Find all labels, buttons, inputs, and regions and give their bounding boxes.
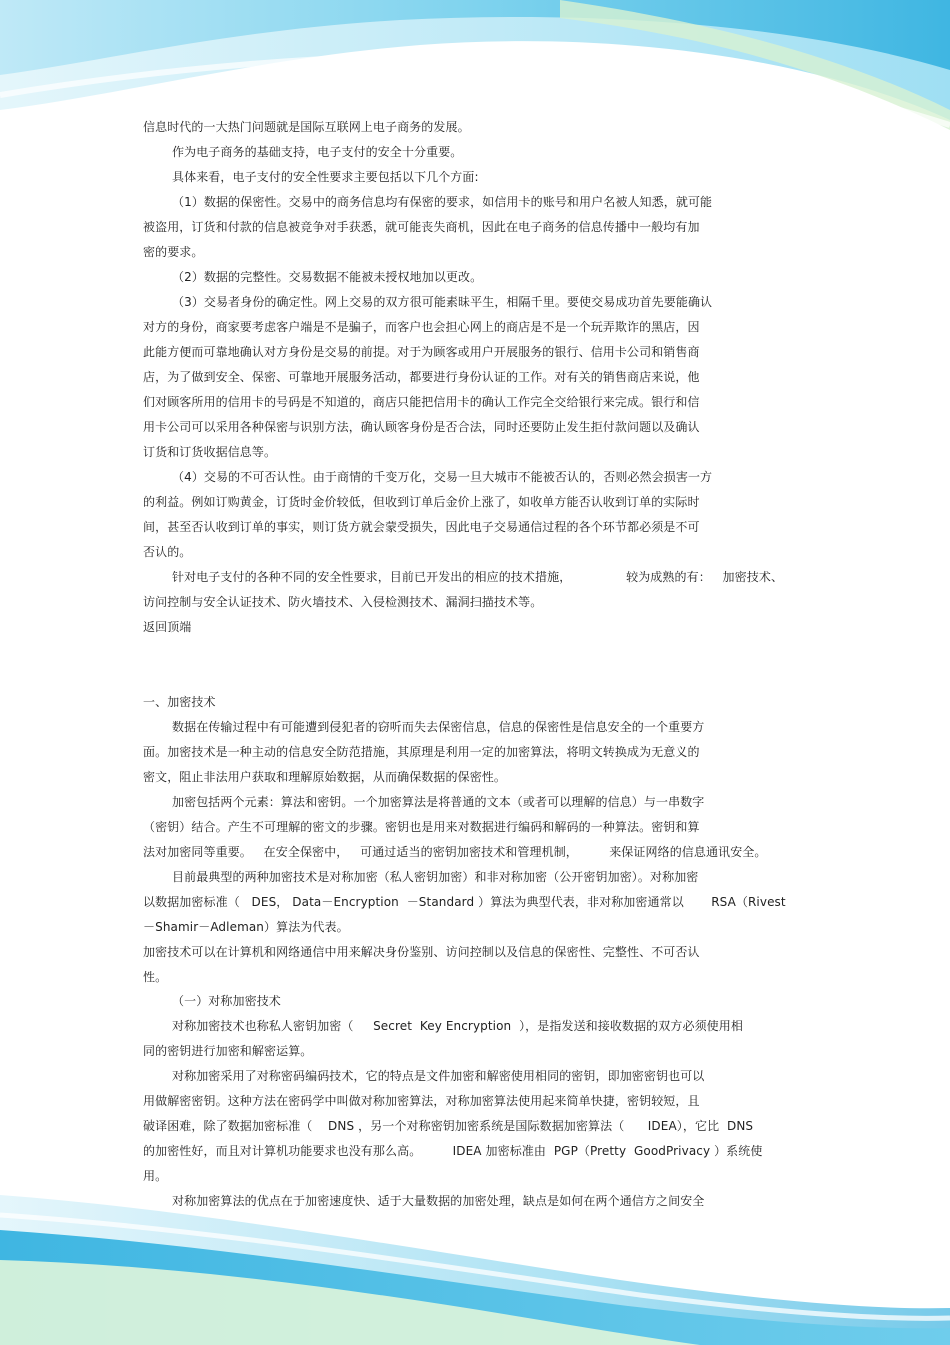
text-line: 的加密性好，而且对计算机功能要求也没有那么高。 IDEA 加密标准由 PGP（Pretty GoodPrivacy ）系统使	[143, 1144, 763, 1158]
text-line: 具体来看，电子支付的安全性要求主要包括以下几个方面:	[172, 170, 479, 184]
text-line: 用。	[143, 1169, 168, 1183]
text-line: 间，甚至否认收到订单的事实，则订货方就会蒙受损失，因此电子交易通信过程的各个环节都必须是不可	[143, 520, 700, 534]
text-line: 被盗用，订货和付款的信息被竞争对手获悉，就可能丧失商机，因此在电子商务的信息传播中一般均有加	[143, 220, 700, 234]
text-line: 的利益。例如订购黄金，订货时金价较低，但收到订单后金价上涨了，如收单方能否认收到订单的实际时	[143, 495, 700, 509]
text-line: 法对加密同等重要。 在安全保密中， 可通过适当的密钥加密技术和管理机制， 来保证网络的信息通讯安全。	[143, 845, 767, 859]
text-line: 对称加密技术也称私人密钥加密（ Secret Key Encryption ），是指发送和接收数据的双方必须使用相	[172, 1019, 743, 1033]
text-line: 加密技术可以在计算机和网络通信中用来解决身份鉴别、访问控制以及信息的保密性、完整性、不可否认	[143, 945, 700, 959]
text-line: 对称加密算法的优点在于加密速度快、适于大量数据的加密处理，缺点是如何在两个通信方之间安全	[172, 1194, 705, 1208]
text-line: 破译困难，除了数据加密标准（ DNS ，另一个对称密钥加密系统是国际数据加密算法（ IDEA），它比 DNS	[143, 1119, 754, 1133]
section-heading: 一、加密技术	[143, 695, 216, 709]
text-line: 订货和订货收据信息等。	[143, 445, 277, 459]
back-to-top-link[interactable]: 返回顶端	[143, 620, 192, 634]
text-line: 用卡公司可以采用各种保密与识别方法，确认顾客身份是否合法，同时还要防止发生拒付款问题以及确认	[143, 420, 700, 434]
text-line: （2）数据的完整性。交易数据不能被未授权地加以更改。	[172, 270, 483, 284]
text-line: 否认的。	[143, 545, 192, 559]
text-line: 密文，阻止非法用户获取和理解原始数据，从而确保数据的保密性。	[143, 770, 507, 784]
text-line: 作为电子商务的基础支持，电子支付的安全十分重要。	[172, 145, 463, 159]
text-line: 访问控制与安全认证技术、防火墙技术、入侵检测技术、漏洞扫描技术等。	[143, 595, 543, 609]
text-line: －Shamir－Adleman）算法为代表。	[143, 920, 349, 934]
text-line: 加密包括两个元素：算法和密钥。一个加密算法是将普通的文本（或者可以理解的信息）与一串数字	[172, 795, 705, 809]
text-line: 店，为了做到安全、保密、可靠地开展服务活动，都要进行身份认证的工作。对有关的销售商店来说，他	[143, 370, 700, 384]
text-line: （密钥）结合。产生不可理解的密文的步骤。密钥也是用来对数据进行编码和解码的一种算法。密钥和算	[143, 820, 700, 834]
text-line: 性。	[143, 970, 168, 984]
text-line: 以数据加密标准（ DES， Data－Encryption －Standard ）算法为典型代表，非对称加密通常以 RSA（Rivest	[143, 895, 786, 909]
text-line: （1）数据的保密性。交易中的商务信息均有保密的要求，如信用卡的账号和用户名被人知悉，就可能	[172, 195, 713, 209]
subsection-heading: （一）对称加密技术	[172, 994, 281, 1008]
text-line: 用做解密密钥。这种方法在密码学中叫做对称加密算法，对称加密算法使用起来简单快捷，密钥较短，且	[143, 1094, 700, 1108]
text-line: 目前最典型的两种加密技术是对称加密（私人密钥加密）和非对称加密（公开密钥加密）。对称加密	[172, 870, 699, 884]
text-line: 对方的身份，商家要考虑客户端是不是骗子，而客户也会担心网上的商店是不是一个玩弄欺诈的黑店，因	[143, 320, 700, 334]
text-line: 此能方便而可靠地确认对方身份是交易的前提。对于为顾客或用户开展服务的银行、信用卡公司和销售商	[143, 345, 700, 359]
text-line: 同的密钥进行加密和解密运算。	[143, 1044, 313, 1058]
text-line: （4）交易的不可否认性。由于商情的千变万化，交易一旦大城市不能被否认的，否则必然会损害一方	[172, 470, 713, 484]
text-line: 对称加密采用了对称密码编码技术，它的特点是文件加密和解密使用相同的密钥，即加密密钥也可以	[172, 1069, 705, 1083]
text-line: 面。加密技术是一种主动的信息安全防范措施，其原理是利用一定的加密算法，将明文转换成为无意义的	[143, 745, 700, 759]
text-line: 密的要求。	[143, 245, 204, 259]
text-line: 信息时代的一大热门问题就是国际互联网上电子商务的发展。	[143, 120, 470, 134]
text-line: 针对电子支付的各种不同的安全性要求，目前已开发出的相应的技术措施， 较为成熟的有： 加密技术、	[172, 570, 784, 584]
text-line: （3）交易者身份的确定性。网上交易的双方很可能素昧平生，相隔千里。要使交易成功首先要能确认	[172, 295, 713, 309]
text-line: 们对顾客所用的信用卡的号码是不知道的，商店只能把信用卡的确认工作完全交给银行来完成。银行和信	[143, 395, 700, 409]
text-line: 数据在传输过程中有可能遭到侵犯者的窃听而失去保密信息，信息的保密性是信息安全的一个重要方	[172, 720, 705, 734]
